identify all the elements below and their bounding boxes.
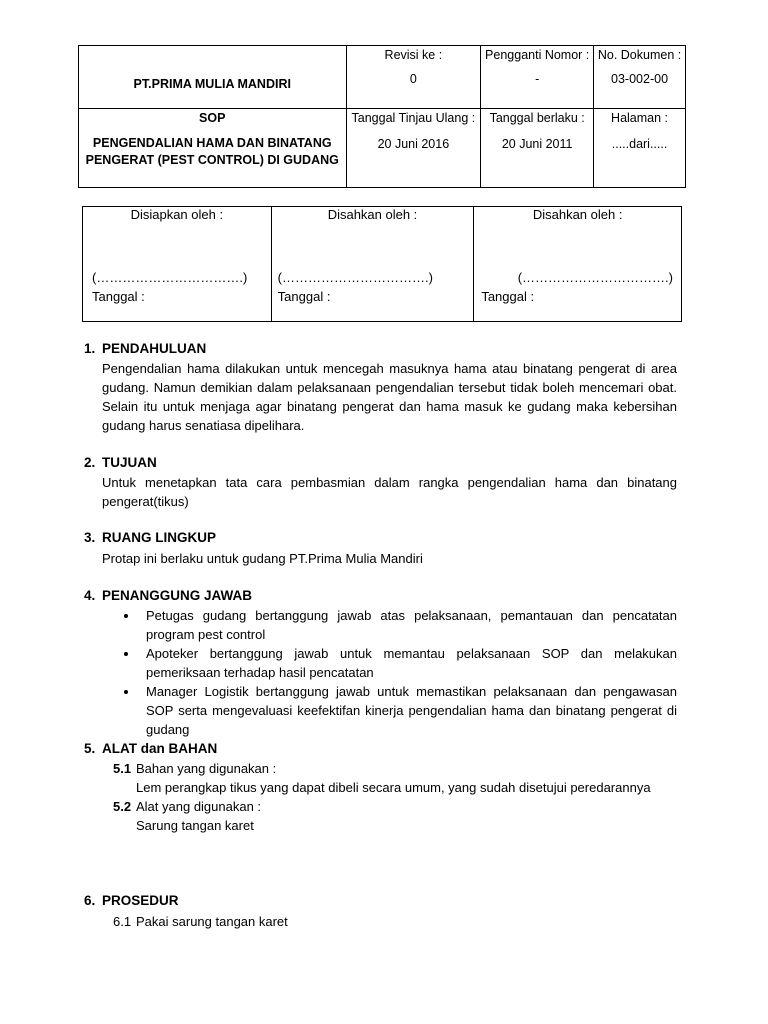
subsection-5-2-label: Alat yang digunakan : [136,799,262,814]
section-2-text: Untuk menetapkan tata cara pembasmian dalam rangka pengendalian hama dan binatang pengerat(tikus) [102,475,677,509]
signature-date: Tanggal : [481,289,535,304]
halaman-label: Halaman : [611,111,669,125]
bullet-dot [124,652,128,656]
company-name: PT.PRIMA MULIA MANDIRI [133,77,291,91]
section-3-title: RUANG LINGKUP [102,530,216,545]
section-4-number: 4. [84,588,96,603]
subsection-5-1-text: Lem perangkap tikus yang dapat dibeli secara umum, yang sudah disetujui peredarannya [136,780,651,795]
pengganti-cell [481,46,594,109]
subsection-6-1-number: 6.1 [113,914,132,929]
subsection-5-2-text: Sarung tangan karet [136,818,254,833]
signature-title: Disahkan oleh : [532,207,623,222]
nodok-value: 03-002-00 [611,72,669,86]
signature-date: Tanggal : [92,289,145,304]
berlaku-label: Tanggal berlaku : [489,111,585,125]
section-3-text: Protap ini berlaku untuk gudang PT.Prima Mulia Mandiri [102,551,423,566]
section-1-text: Pengendalian hama dilakukan untuk mencegah masuknya hama atau binatang pengerat di area gudang. Namun demikian dalam pelaksanaan pengendalian tersebut tidak boleh mencemari obat. Selain itu untuk menjaga agar binatang pengerat dan hama masuk ke gudang maka kebersihan gudang harus senatiasa dipelihara. [102,361,677,433]
section-2-title: TUJUAN [102,455,157,470]
signature-box-approved-2 [474,207,682,322]
pengganti-label: Pengganti Nomor : [485,48,590,62]
bullet-dot [124,614,128,618]
signature-blank: (…………………………….) [517,270,673,285]
signature-title: Disiapkan oleh : [130,207,224,222]
subsection-5-1-label: Bahan yang digunakan : [136,761,277,776]
sop-label: SOP [199,111,226,125]
signature-box-prepared [83,207,272,322]
revisi-label: Revisi ke : [384,48,443,62]
section-1-number: 1. [84,341,96,356]
subsection-5-1-number: 5.1 [113,761,132,776]
section-6-number: 6. [84,893,96,908]
berlaku-value: 20 Juni 2011 [501,137,573,151]
halaman-cell [594,109,686,188]
nodok-label: No. Dokumen : [597,48,682,62]
nodok-cell [594,46,686,109]
section-5-number: 5. [84,741,96,756]
section-3-number: 3. [84,530,96,545]
section-6-title: PROSEDUR [102,893,179,908]
subsection-6-1-text: Pakai sarung tangan karet [136,914,288,929]
revisi-cell [346,46,481,109]
sop-title-line1: PENGENDALIAN HAMA DAN BINATANG [92,136,332,150]
revisi-value: 0 [409,72,417,86]
tinjau-label: Tanggal Tinjau Ulang : [351,111,476,125]
sop-title-cell [79,109,347,188]
halaman-value: .....dari..... [611,137,668,151]
company-cell [79,46,347,109]
list-item: Apoteker bertanggung jawab untuk memantau pelaksanaan SOP dan melakukan pemeriksaan terhadap hasil pencatatan [146,646,677,680]
tinjau-cell [346,109,481,188]
section-1-title: PENDAHULUAN [102,341,207,356]
document-header-table [78,45,686,188]
pengganti-value: - [535,72,540,86]
sop-title-line2: PENGERAT (PEST CONTROL) DI GUDANG [85,153,339,167]
signature-blank: (…………………………….) [92,270,248,285]
tinjau-value: 20 Juni 2016 [377,137,450,151]
list-item: Petugas gudang bertanggung jawab atas pelaksanaan, pemantauan dan pencatatan program pest control [146,608,677,642]
list-item: Manager Logistik bertanggung jawab untuk memastikan pelaksanaan dan pengawasan SOP serta mengevaluasi keefektifan kinerja pengendalian hama dan binatang pengerat di gudang [146,684,677,737]
signature-date: Tanggal : [277,289,331,304]
signature-blank: (…………………………….) [277,270,433,285]
bullet-dot [124,690,128,694]
berlaku-cell [481,109,594,188]
subsection-5-2-number: 5.2 [113,799,132,814]
signature-table [82,206,682,322]
section-5-title: ALAT dan BAHAN [102,741,218,756]
signature-title: Disahkan oleh : [327,207,418,222]
signature-box-approved-1 [271,207,474,322]
section-2-number: 2. [84,455,96,470]
section-4-title: PENANGGUNG JAWAB [102,588,253,603]
